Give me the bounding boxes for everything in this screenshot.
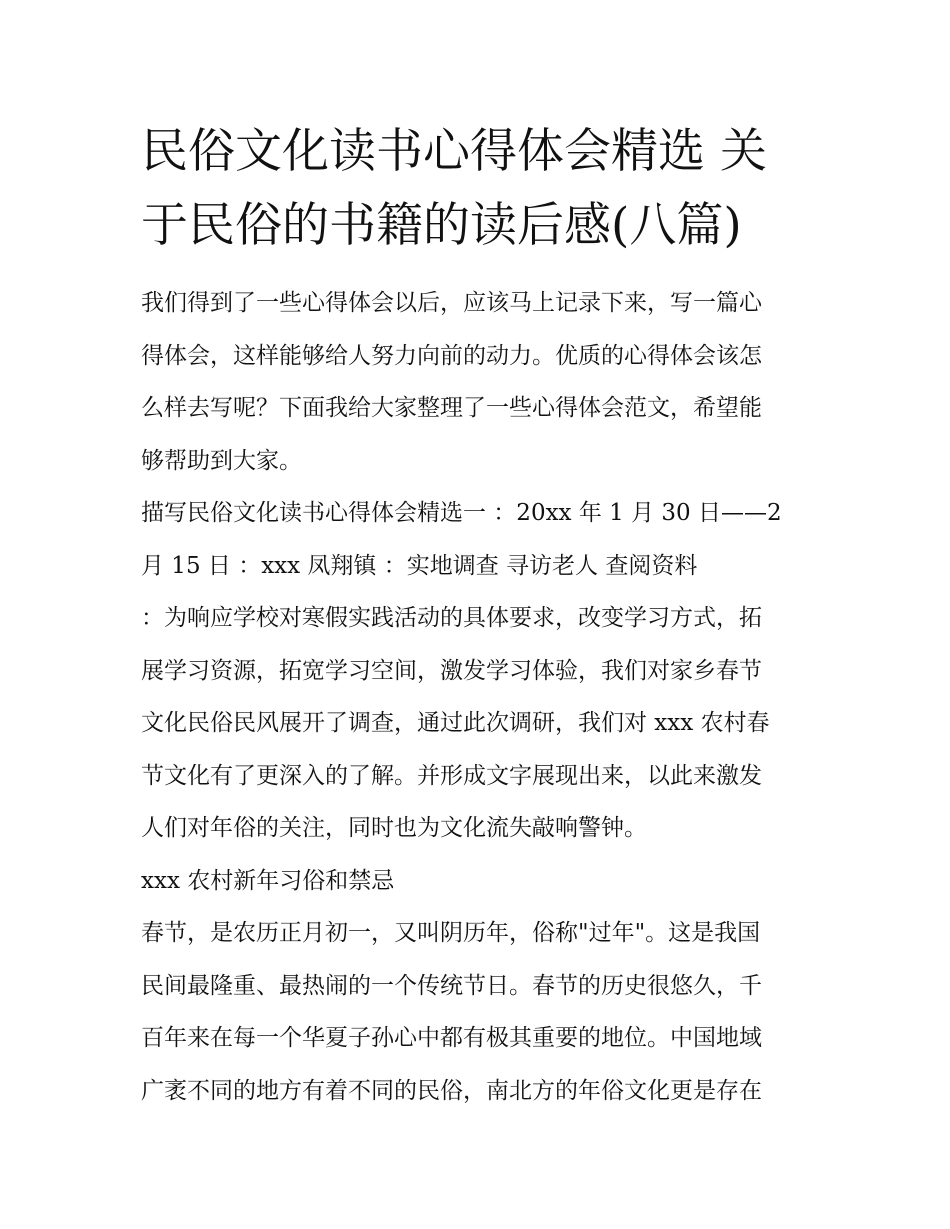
text-line: ：为响应学校对寒假实践活动的具体要求，改变学习方式，拓	[141, 605, 762, 631]
text-line: xxx 农村新年习俗和禁忌	[141, 867, 395, 894]
text-line: 人们对年俗的关注，同时也为文化流失敲响警钟。	[141, 815, 647, 841]
text-line: 百年来在每一个华夏子孙心中都有极其重要的地位。中国地域	[141, 1025, 762, 1051]
text-line: 展学习资源，拓宽学习空间，激发学习体验，我们对家乡春节	[141, 657, 762, 684]
text-line: 节文化有了更深入的了解。并形成文字展现出来，以此来激发	[141, 762, 762, 789]
text-line: 够帮助到大家。	[141, 447, 302, 474]
title-line: 民俗文化读书心得体会精选 关	[141, 124, 767, 179]
text-line: 么样去写呢？下面我给大家整理了一些心得体会范文，希望能	[141, 395, 762, 421]
text-line: 广袤不同的地方有着不同的民俗，南北方的年俗文化更是存在	[141, 1077, 762, 1104]
text-line: 我们得到了一些心得体会以后，应该马上记录下来，写一篇心	[141, 290, 762, 316]
document-title	[141, 115, 813, 263]
essay-one-paragraph	[141, 487, 813, 855]
text-line: 民间最隆重、最热闹的一个传统节日。春节的历史很悠久，千	[141, 972, 762, 999]
text-line: 月 15 日 ：xxx 凤翔镇 ：实地调查 寻访老人 查阅资料	[141, 552, 698, 579]
document-body	[141, 115, 813, 1117]
intro-paragraph	[141, 277, 813, 487]
spring-festival-paragraph	[141, 907, 813, 1117]
text-line: 得体会，这样能够给人努力向前的动力。优质的心得体会该怎	[141, 342, 762, 369]
text-line: 文化民俗民风展开了调查，通过此次调研，我们对 xxx 农村春	[141, 710, 770, 736]
section-heading	[141, 855, 813, 908]
title-line: 于民俗的书籍的读后感(八篇)	[141, 198, 742, 253]
text-line: 春节，是农历正月初一，又叫阴历年，俗称"过年"。这是我国	[141, 920, 761, 946]
text-line: 描写民俗文化读书心得体会精选一 ：20xx 年 1 月 30 日——2	[141, 500, 782, 526]
